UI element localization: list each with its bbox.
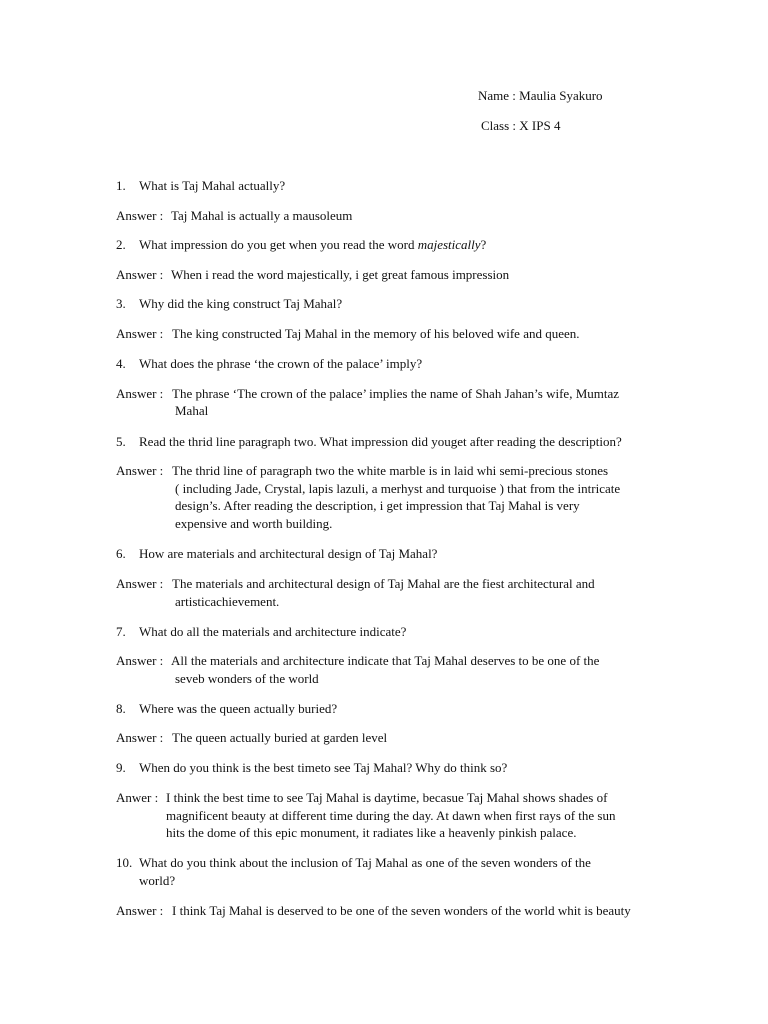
answer-text: hits the dome of this epic monument, it radiates like a heavenly pinkish palace. — [166, 825, 577, 840]
answer-label: Answer : — [116, 208, 164, 223]
answer-text: seveb wonders of the world — [175, 671, 319, 686]
question-number: 4. — [116, 356, 126, 371]
answer-label: Answer : — [116, 267, 164, 282]
question-number: 10. — [116, 855, 133, 870]
answer-text: The king constructed Taj Mahal in the memory of his beloved wife and queen. — [172, 326, 580, 341]
answer-label: Answer : — [116, 326, 164, 341]
question-number: 8. — [116, 701, 126, 716]
student-name: Name : Maulia Syakuro — [478, 88, 603, 103]
question-text: Read the thrid line paragraph two. What impression did youget after reading the description? — [139, 434, 622, 449]
answer-text: The thrid line of paragraph two the white marble is in laid whi semi-precious stones — [172, 463, 609, 478]
question-text: Why did the king construct Taj Mahal? — [139, 296, 343, 311]
question-text: When do you think is the best timeto see Taj Mahal? Why do think so? — [139, 760, 508, 775]
answer-label: Answer : — [116, 463, 164, 478]
question-text: What do all the materials and architecture indicate? — [139, 624, 407, 639]
answer-text: All the materials and architecture indicate that Taj Mahal deserves to be one of the — [171, 653, 600, 668]
question-text: What do you think about the inclusion of Taj Mahal as one of the seven wonders of the — [139, 855, 591, 870]
question-text-part: What impression do you get when you read the word — [139, 237, 418, 252]
question-text-part: ? — [480, 237, 487, 252]
answer-text: ( including Jade, Crystal, lapis lazuli, a merhyst and turquoise ) that from the intricate — [175, 481, 621, 496]
answer-text: The queen actually buried at garden level — [172, 730, 388, 745]
question-number: 6. — [116, 546, 126, 561]
answer-text: magnificent beauty at different time during the day. At dawn when first rays of the sun — [166, 808, 616, 823]
answer-text: I think the best time to see Taj Mahal is daytime, becasue Taj Mahal shows shades of — [166, 790, 608, 805]
question-emphasis: majestically — [417, 237, 481, 252]
question-text: Where was the queen actually buried? — [139, 701, 338, 716]
answer-text: expensive and worth building. — [175, 516, 333, 531]
question-number: 5. — [116, 434, 126, 449]
answer-text: I think Taj Mahal is deserved to be one of the seven wonders of the world whit is beauty — [172, 903, 631, 918]
answer-text: design’s. After reading the description, i get impression that Taj Mahal is very — [175, 498, 580, 513]
question-text: What is Taj Mahal actually? — [139, 178, 286, 193]
answer-label: Answer : — [116, 386, 164, 401]
question-text: How are materials and architectural design of Taj Mahal? — [139, 546, 438, 561]
answer-text: artisticachievement. — [175, 594, 280, 609]
answer-text: The phrase ‘The crown of the palace’ implies the name of Shah Jahan’s wife, Mumtaz — [172, 386, 620, 401]
answer-text: When i read the word majestically, i get great famous impression — [171, 267, 510, 282]
answer-text: Taj Mahal is actually a mausoleum — [171, 208, 353, 223]
answer-label: Anwer : — [116, 790, 159, 805]
answer-label: Answer : — [116, 653, 164, 668]
question-number: 2. — [116, 237, 126, 252]
question-text — [139, 237, 486, 253]
student-class: Class : X IPS 4 — [481, 118, 561, 133]
question-number: 3. — [116, 296, 126, 311]
answer-text: Mahal — [175, 403, 209, 418]
question-number: 7. — [116, 624, 126, 639]
question-number: 1. — [116, 178, 126, 193]
question-text: What does the phrase ‘the crown of the palace’ imply? — [139, 356, 423, 371]
answer-label: Answer : — [116, 730, 164, 745]
answer-text: The materials and architectural design of Taj Mahal are the fiest architectural and — [172, 576, 595, 591]
question-text: world? — [139, 873, 176, 888]
answer-label: Answer : — [116, 576, 164, 591]
answer-label: Answer : — [116, 903, 164, 918]
question-number: 9. — [116, 760, 126, 775]
